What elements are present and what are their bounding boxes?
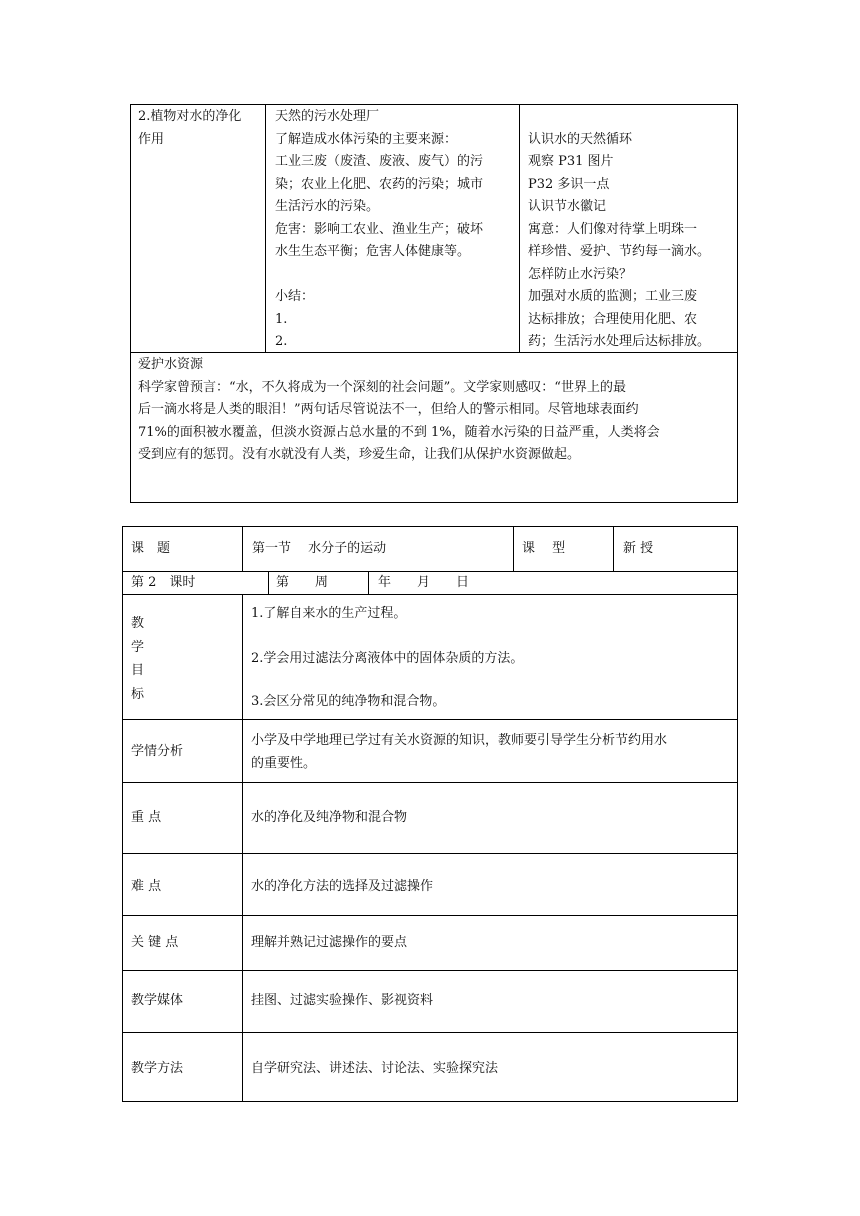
- text-line: 天然的污水处理厂: [275, 109, 380, 124]
- hline: [122, 719, 738, 720]
- section-title-plant-purification: 2.植物对水的净化 作用: [138, 109, 242, 147]
- text-line: 小结：: [275, 289, 315, 304]
- hline: [122, 970, 738, 971]
- type-label: 课 型: [522, 541, 566, 556]
- key-point-value: 水的净化及纯净物和混合物: [251, 810, 408, 825]
- objective-2: 2.学会用过滤法分离液体中的固体杂质的方法。: [251, 651, 524, 666]
- text-line: 了解造成水体污染的主要来源：: [275, 131, 458, 147]
- crux-label: 关 键 点: [131, 935, 179, 950]
- paragraph-line: 后一滴水将是人类的眼泪！”两句话尽管说法不一，但给人的警示相同。尽管地球表面约: [138, 402, 639, 417]
- table-top-col-divider-1: [265, 104, 266, 353]
- text-line: 寓意：人们像对待掌上明珠一: [528, 221, 698, 237]
- section-heading: 爱护水资源: [138, 357, 204, 372]
- media-label: 教学媒体: [131, 993, 184, 1008]
- vline: [513, 526, 514, 572]
- text-line: 染；农业上化肥、农药的污染；城市: [275, 176, 484, 192]
- vline: [268, 571, 269, 595]
- text-line: 工业三废（废渣、废液、废气）的污: [275, 154, 484, 169]
- text-line: P32 多识一点: [528, 176, 610, 192]
- text-line: 样珍惜、爱护、节约每一滴水。: [528, 244, 711, 259]
- lesson-table-border: [122, 526, 738, 1102]
- type-value: 新 授: [623, 541, 654, 556]
- crux-value: 理解并熟记过滤操作的要点: [251, 935, 408, 950]
- text-line: 观察 P31 图片: [528, 154, 614, 169]
- hline: [122, 915, 738, 916]
- paragraph-line: 受到应有的惩罚。没有水就没有人类，珍爱生命，让我们从保护水资源做起。: [138, 447, 581, 462]
- paragraph-line: 科学家曾预言：“水，不久将成为一个深刻的社会问题”。文学家则感叹：“世界上的最: [138, 379, 626, 395]
- difficulty-label: 难 点: [131, 879, 162, 894]
- date-label: 年 月 日: [378, 575, 470, 590]
- week-label: 第 周: [276, 575, 329, 590]
- method-value: 自学研究法、讲述法、讨论法、实验探究法: [251, 1061, 499, 1076]
- key-point-label: 重 点: [131, 810, 162, 825]
- vline: [242, 594, 243, 1102]
- hline: [122, 1032, 738, 1033]
- vline: [613, 526, 614, 572]
- analysis-label: 学情分析: [131, 744, 184, 759]
- period-label: 第 2 课时: [131, 575, 196, 590]
- paragraph-line: 71%的面积被水覆盖，但淡水资源占总水量的不到 1%，随着水污染的日益严重，人类将会: [138, 424, 660, 440]
- text-line: 2.: [275, 334, 288, 349]
- hline: [122, 853, 738, 854]
- topic-label: 课 题: [131, 541, 171, 556]
- vline: [242, 526, 243, 572]
- topic-value: 第一节 水分子的运动: [252, 541, 387, 556]
- text-line: 生活污水的污染。: [275, 199, 380, 214]
- protect-water-section: [138, 354, 660, 467]
- objectives-label: 教 学 目 标: [131, 616, 145, 702]
- pollution-content: [275, 106, 483, 354]
- analysis-value: 小学及中学地理已学过有关水资源的知识，教师要引导学生分析节约用水 的重要性。: [251, 733, 668, 771]
- text-line: 认识节水徽记: [528, 199, 607, 214]
- text-line: 药；生活污水处理后达标排放。: [528, 334, 711, 349]
- media-value: 挂图、过滤实验操作、影视资料: [251, 993, 434, 1008]
- text-line: [528, 106, 710, 129]
- text-line: 1.: [275, 311, 288, 327]
- student-activity-content: [528, 106, 710, 354]
- text-line: 达标排放；合理使用化肥、农: [528, 311, 698, 327]
- text-line: 怎样防止水污染？: [528, 266, 633, 282]
- hline: [122, 782, 738, 783]
- method-label: 教学方法: [131, 1061, 184, 1076]
- text-line: 水生生态平衡；危害人体健康等。: [275, 244, 471, 259]
- objective-3: 3.会区分常见的纯净物和混合物。: [251, 694, 446, 709]
- vline: [368, 571, 369, 595]
- objective-1: 1.了解自来水的生产过程。: [251, 606, 407, 621]
- text-line: 认识水的天然循环: [528, 131, 633, 147]
- difficulty-value: 水的净化方法的选择及过滤操作: [251, 879, 434, 894]
- text-line: 加强对水质的监测；工业三废: [528, 289, 698, 304]
- text-line: [275, 264, 483, 287]
- text-line: 危害：影响工农业、渔业生产；破坏: [275, 221, 484, 237]
- table-top-col-divider-2: [519, 104, 520, 353]
